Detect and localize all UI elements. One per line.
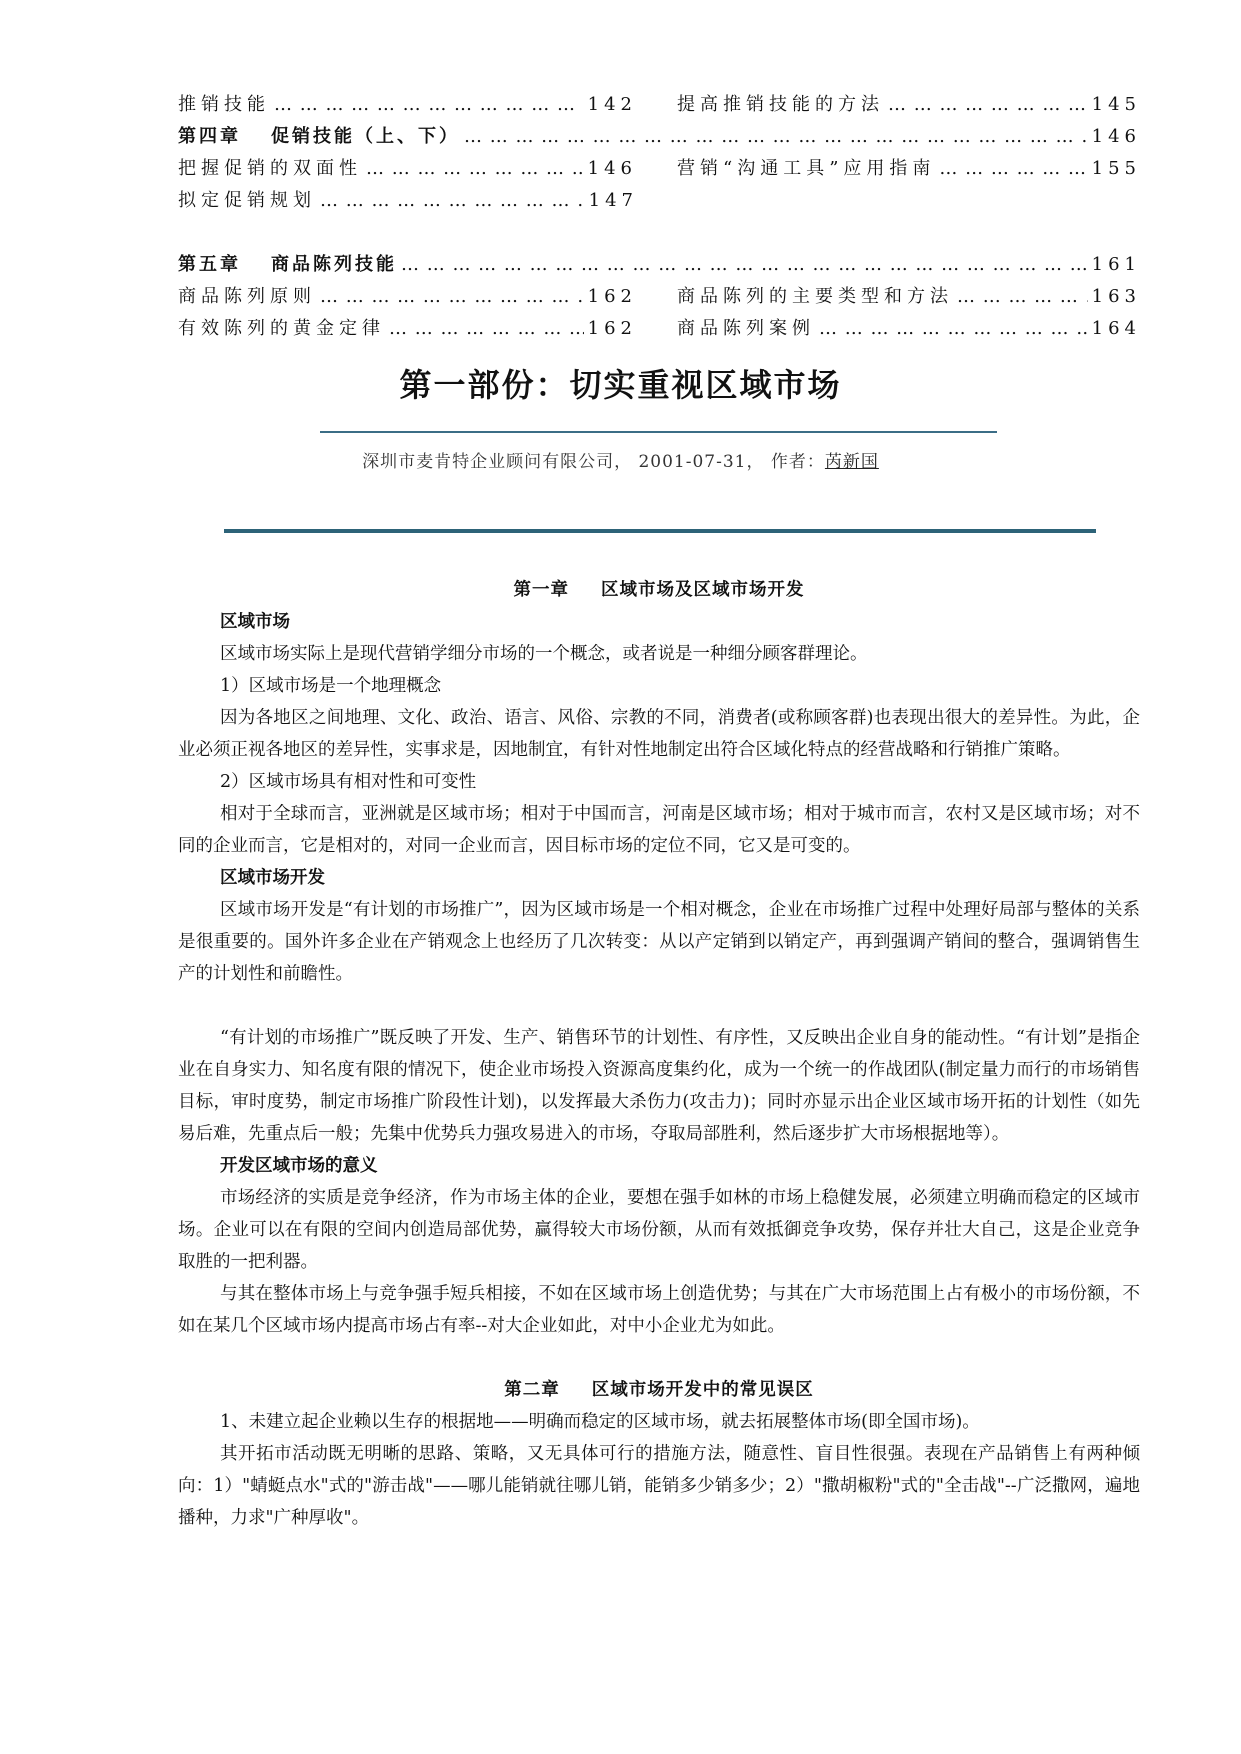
toc-entry[interactable] [677, 282, 1141, 308]
paragraph: 相对于全球而言，亚洲就是区域市场；相对于中国而言，河南是区域市场；相对于城市而言，农村又是区域市场；对不同的企业而言，它是相对的，对同一企业而言，因目标市场的定位不同，它又是可变的。 [178, 804, 1140, 856]
paragraph: 区域市场开发是“有计划的市场推广”，因为区域市场是一个相对概念，企业在市场推广过程中处理好局部与整体的关系是很重要的。国外许多企业在产销观念上也经历了几次转变：从以产定销到以销定产，再到强调产销间的整合，强调销售生产的计划性和前瞻性。 [178, 900, 1140, 984]
paragraph: 因为各地区之间地理、文化、政治、语言、风俗、宗教的不同，消费者(或称顾客群)也表现出很大的差异性。为此，企业必须正视各地区的差异性，实事求是，因地制宜，有针对性地制定出符合区域化特点的经营战略和行销推广策略。 [178, 708, 1140, 760]
chapter-heading: 第二章 区域市场开发中的常见误区 [504, 1380, 814, 1400]
section-heading: 开发区域市场的意义 [220, 1156, 378, 1176]
spacer [178, 990, 1140, 1022]
document-title: 第一部份：切实重视区域市场 [399, 366, 842, 404]
byline [0, 447, 1241, 472]
toc-entry[interactable] [178, 314, 637, 340]
section-heading: 区域市场 [220, 612, 290, 632]
toc-page-number: 163 [1091, 286, 1141, 307]
toc-page-number: 155 [1091, 158, 1141, 179]
paragraph: 区域市场实际上是现代营销学细分市场的一个概念，或者说是一种细分顾客群理论。 [220, 644, 868, 664]
title-divider [320, 431, 997, 433]
toc-chapter-row [178, 250, 1141, 276]
article-body [178, 574, 1140, 1534]
toc-entry[interactable] [178, 186, 638, 212]
toc-row [178, 186, 1141, 212]
section-heading: 区域市场开发 [220, 868, 325, 888]
toc-chapter-entry[interactable] [178, 122, 1141, 148]
paragraph: 2）区域市场具有相对性和可变性 [220, 772, 477, 792]
toc-entry-title: 提高推销技能的方法 [677, 94, 884, 115]
toc-leader [957, 286, 1088, 307]
toc-chapter-entry[interactable] [178, 250, 1141, 276]
toc-entry-title: 拟定促销规划 [178, 190, 316, 211]
toc-page-number: 162 [587, 318, 637, 339]
paragraph: 1、未建立起企业赖以生存的根据地——明确而稳定的区域市场，就去拓展整体市场(即全国市场)。 [220, 1412, 980, 1432]
chapter-heading: 第一章 区域市场及区域市场开发 [513, 580, 805, 600]
toc-page-number: 146 [1091, 126, 1141, 147]
toc-leader [939, 158, 1087, 179]
toc-entry-title: 有效陈列的黄金定律 [178, 318, 385, 339]
toc-page-number: 164 [1091, 318, 1141, 339]
paragraph: 其开拓市活动既无明晰的思路、策略，又无具体可行的措施方法，随意性、盲目性很强。表现在产品销售上有两种倾向：1）"蜻蜓点水"式的"游击战"——哪儿能销就往哪儿销，能销多少销多少；2）"撒胡椒粉"式的"全击战"--广泛撒网，遍地播种，力求"广种厚收"。 [178, 1444, 1140, 1528]
toc-entry-title: 营销“沟通工具”应用指南 [677, 158, 936, 179]
toc-page-number: 147 [588, 190, 638, 211]
toc-page-number: 142 [587, 94, 637, 115]
toc-row [178, 154, 1141, 180]
toc-entry-title: 推销技能 [178, 94, 270, 115]
toc-entry[interactable] [178, 154, 637, 180]
paragraph: 市场经济的实质是竞争经济，作为市场主体的企业，要想在强手如林的市场上稳健发展，必须建立明确而稳定的区域市场。企业可以在有限的空间内创造局部优势，赢得较大市场份额，从而有效抵御竞争攻势，保存并壮大自己，这是企业竞争取胜的一把利器。 [178, 1188, 1140, 1272]
toc-chapter-row [178, 122, 1141, 148]
toc-chapter-title: 第五章 商品陈列技能 [178, 254, 397, 275]
toc-leader [888, 94, 1088, 115]
toc-leader [366, 158, 584, 179]
toc-entry[interactable] [677, 154, 1141, 180]
toc-row [178, 314, 1141, 340]
spacer [178, 1342, 1140, 1374]
toc-leader [274, 94, 584, 115]
toc-leader [389, 318, 584, 339]
toc-chapter-title: 第四章 促销技能（上、下） [178, 126, 460, 147]
toc-entry-title: 把握促销的双面性 [178, 158, 362, 179]
paragraph: 1）区域市场是一个地理概念 [220, 676, 442, 696]
toc-leader [401, 254, 1088, 275]
section-divider [224, 529, 1096, 533]
toc-entry[interactable] [677, 314, 1141, 340]
toc-page-number: 161 [1091, 254, 1141, 275]
toc-entry[interactable] [178, 90, 637, 116]
toc-entry[interactable] [178, 282, 637, 308]
toc-page-number: 145 [1091, 94, 1141, 115]
toc-entry-title: 商品陈列原则 [178, 286, 316, 307]
paragraph: “有计划的市场推广”既反映了开发、生产、销售环节的计划性、有序性，又反映出企业自身的能动性。“有计划”是指企业在自身实力、知名度有限的情况下，使企业市场投入资源高度集约化，成为一个统一的作战团队(制定量力而行的市场销售目标，审时度势，制定市场推广阶段性计划)，以发挥最大杀伤力(攻击力)；同时亦显示出企业区域市场开拓的计划性（如先易后难，先重点后一般；先集中优势兵力强攻易进入的市场，夺取局部胜利，然后逐步扩大市场根据地等）。 [178, 1028, 1140, 1144]
toc-entry[interactable] [677, 90, 1141, 116]
byline-text: 深圳市麦肯特企业顾问有限公司， 2001-07-31， 作者： [362, 452, 825, 472]
toc-leader [320, 286, 584, 307]
toc-page-number: 162 [587, 286, 637, 307]
toc-leader [819, 318, 1088, 339]
toc-entry-title: 商品陈列案例 [677, 318, 815, 339]
toc-entry-title: 商品陈列的主要类型和方法 [677, 286, 953, 307]
toc-page-number: 146 [587, 158, 637, 179]
paragraph: 与其在整体市场上与竞争强手短兵相接，不如在区域市场上创造优势；与其在广大市场范围上占有极小的市场份额，不如在某几个区域市场内提高市场占有率--对大企业如此，对中小企业尤为如此。 [178, 1284, 1140, 1336]
toc-row [178, 90, 1141, 116]
toc-leader [320, 190, 585, 211]
toc-leader [464, 126, 1088, 147]
author-link[interactable]: 芮新国 [824, 452, 879, 472]
toc-row [178, 282, 1141, 308]
